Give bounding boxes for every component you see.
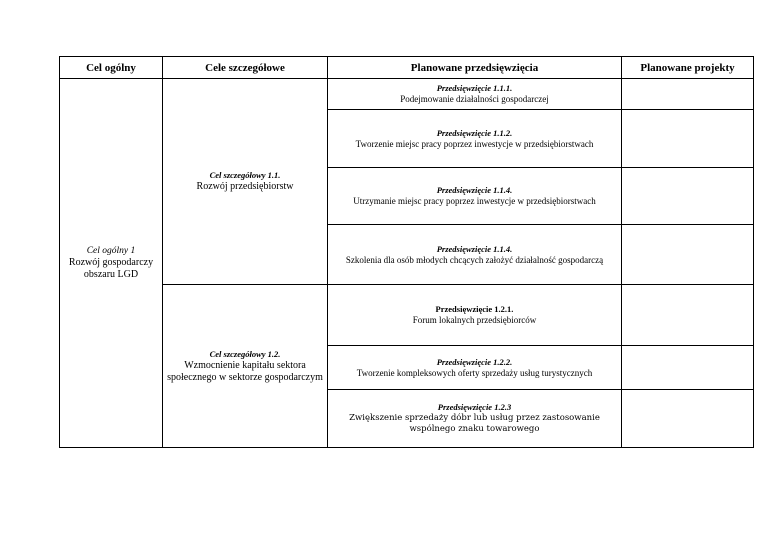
przedsiewziecie-cell xyxy=(328,168,622,225)
przedsiewziecie-cell xyxy=(328,390,622,448)
przedsiewziecie-text: Utrzymanie miejsc pracy poprzez inwestycje w przedsiębiorstwach xyxy=(353,196,596,206)
przedsiewziecie-title: Przedsięwzięcie 1.1.2. xyxy=(436,127,513,138)
cel-szczegolowy-title: Cel szczegółowy 1.1. xyxy=(209,170,281,180)
projekt-cell xyxy=(622,168,754,225)
przedsiewziecie-title: Przedsięwzięcie 1.1.1. xyxy=(436,83,513,93)
przedsiewziecie-text: Podejmowanie działalności gospodarczej xyxy=(400,94,549,104)
przedsiewziecie-text: Szkolenia dla osób młodych chcących założyć działalność gospodarczą xyxy=(345,254,604,265)
header-cel-ogolny: Cel ogólny xyxy=(60,57,163,79)
header-row xyxy=(60,57,754,79)
header-planowane-przedsiewziecia: Planowane przedsięwzięcia xyxy=(328,57,622,79)
przedsiewziecie-text: Tworzenie miejsc pracy poprzez inwestycje w przedsiębiorstwach xyxy=(355,138,594,149)
przedsiewziecie-cell xyxy=(328,225,622,285)
projekt-cell xyxy=(622,285,754,346)
przedsiewziecie-title: Przedsięwzięcie 1.1.4. xyxy=(436,185,513,195)
przedsiewziecie-cell xyxy=(328,110,622,168)
cel-szczegolowy-1-cell xyxy=(163,79,328,285)
przedsiewziecie-title: Przedsięwzięcie 1.2.2. xyxy=(436,356,513,367)
cel-ogolny-title: Cel ogólny 1 xyxy=(86,245,136,256)
przedsiewziecie-text: Zwiększenie sprzedaży dóbr lub usług przez zastosowanie wspólnego znaku towarowego xyxy=(349,413,600,434)
projekt-cell xyxy=(622,225,754,285)
przedsiewziecie-text: Forum lokalnych przedsiębiorców xyxy=(412,315,537,325)
cel-szczegolowy-text: Wzmocnienie kapitału sektora społecznego w sektorze gospodarczym xyxy=(167,359,323,383)
table-row xyxy=(60,79,754,110)
przedsiewziecie-text: Tworzenie kompleksowych oferty sprzedaży usług turystycznych xyxy=(356,367,593,378)
cel-szczegolowy-title: Cel szczegółowy 1.2. xyxy=(209,348,281,359)
przedsiewziecie-title: Przedsięwzięcie 1.1.4. xyxy=(436,243,513,254)
cel-ogolny-cell xyxy=(60,79,163,448)
table-row xyxy=(60,285,754,346)
cel-szczegolowy-2-cell xyxy=(163,285,328,448)
projekt-cell xyxy=(622,390,754,448)
projekt-cell xyxy=(622,79,754,110)
header-cele-szczegolowe: Cele szczegółowe xyxy=(163,57,328,79)
projekt-cell xyxy=(622,346,754,390)
przedsiewziecie-title: Przedsięwzięcie 1.2.1. xyxy=(435,304,514,314)
przedsiewziecie-cell xyxy=(328,79,622,110)
przedsiewziecie-cell xyxy=(328,346,622,390)
projekt-cell xyxy=(622,110,754,168)
przedsiewziecie-cell xyxy=(328,285,622,346)
przedsiewziecie-title: Przedsięwzięcie 1.2.3 xyxy=(437,402,512,412)
cel-ogolny-text: Rozwój gospodarczy obszaru LGD xyxy=(68,256,154,280)
cel-szczegolowy-text: Rozwój przedsiębiorstw xyxy=(196,181,294,192)
header-planowane-projekty: Planowane projekty xyxy=(622,57,754,79)
strategy-table xyxy=(59,56,754,448)
